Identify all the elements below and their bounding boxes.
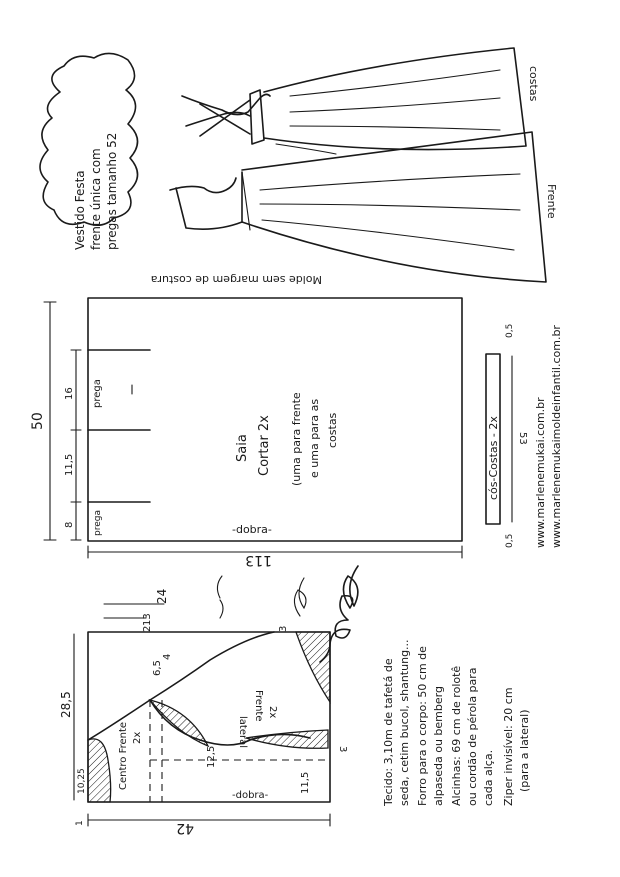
waistband-label: cós-Costas - 2x	[487, 416, 500, 500]
title-line-1: Vestido Festa	[73, 170, 87, 250]
bodice-dim-28-5: 28,5	[59, 691, 73, 718]
bodice-side-front: lateral	[237, 716, 248, 748]
skirt-dim-width: 50	[30, 412, 46, 430]
skirt-note-3: costas	[326, 412, 339, 448]
side-dart-lower	[246, 730, 328, 748]
bodice-dim-13: 13	[142, 613, 153, 626]
materials-line-1: Tecido: 3,10m de tafetá de	[382, 658, 395, 806]
skirt-dim-8: 8	[64, 521, 75, 528]
skirt-fold-label: -dobra-	[232, 523, 272, 536]
waistband-pattern	[486, 324, 528, 548]
side-armhole-dart	[296, 632, 330, 702]
signature-text: Marlene Mukai	[289, 594, 299, 660]
bodice-dim-2: 2	[142, 625, 153, 632]
bodice-dim-11-5: 11,5	[300, 771, 311, 794]
label-front-view: Frente	[545, 184, 558, 219]
waistband-dim-05b: 0,5	[505, 533, 515, 548]
skirt-dim-11-5: 11,5	[64, 453, 75, 476]
materials-line-4: alpaseda ou bemberg	[432, 686, 445, 806]
bodice-dim-12-5: 12,5	[206, 745, 217, 768]
skirt-note-2: e uma para as	[308, 398, 321, 478]
title-line-3: pregas tamanho 52	[105, 132, 119, 250]
materials-line-7: cada alça.	[482, 749, 495, 806]
signature	[217, 566, 358, 662]
center-front-dart	[88, 739, 111, 802]
skirt-cut-count: Cortar 2x	[257, 415, 272, 476]
materials-line-9: (para a lateral)	[518, 709, 531, 792]
materials-line-8: Ziper invisível: 20 cm	[502, 687, 515, 806]
bodice-side-front-2: Frente	[253, 690, 264, 722]
materials-line-5: Alcinhas: 69 cm de rolotê	[450, 665, 463, 806]
skirt-dim-16: 16	[64, 387, 75, 400]
bodice-dim-3a: 3	[278, 625, 289, 632]
bodice-dim-3b: 3	[337, 746, 348, 753]
bodice-pattern	[59, 589, 348, 836]
title-cloud	[40, 53, 138, 250]
skirt-pleat-label: prega	[92, 379, 103, 408]
skirt-pleat-short-label: prega	[93, 510, 103, 536]
skirt-pattern	[30, 298, 462, 568]
label-back-view: costas	[527, 66, 540, 102]
website-1: www.marlenemukai.com.br	[534, 397, 547, 548]
materials-line-3: Forro para o corpo: 50 cm de	[416, 646, 429, 806]
bodice-center-front: Centro Frente	[118, 721, 129, 790]
materials-list	[382, 639, 531, 807]
bodice-dim-24: 24	[155, 588, 169, 604]
bodice-dim-42: 42	[176, 820, 194, 836]
skirt-name: Saia	[235, 434, 250, 462]
bodice-dim-6-5: 6,5	[152, 660, 163, 676]
dress-illustration	[170, 48, 558, 282]
bodice-fold-label: -dobra-	[232, 790, 269, 801]
materials-line-6: ou cordão de pérola para	[466, 667, 479, 806]
title-line-2: frente única com	[89, 148, 103, 250]
waistband-dim-05a: 0,5	[505, 323, 515, 338]
bodice-dim-10-25: 10,25	[77, 768, 87, 794]
materials-line-2: seda, cetim bucol, shantung...	[398, 639, 411, 806]
no-seam-allowance-note: Molde sem margem de costura	[150, 273, 322, 286]
website-2: www.marlenemukaimoldeinfantil.com.br	[550, 325, 563, 548]
bodice-center-front-cut: 2x	[132, 731, 143, 744]
side-dart-upper	[150, 700, 208, 746]
bodice-dim-4: 4	[162, 653, 173, 660]
skirt-dim-length: 113	[245, 552, 272, 568]
bodice-dim-1: 1	[75, 820, 85, 826]
bodice-side-front-cut: 2x	[267, 706, 278, 719]
waistband-dim-53: 53	[517, 432, 528, 445]
skirt-note-1: (uma para frente	[290, 392, 303, 486]
